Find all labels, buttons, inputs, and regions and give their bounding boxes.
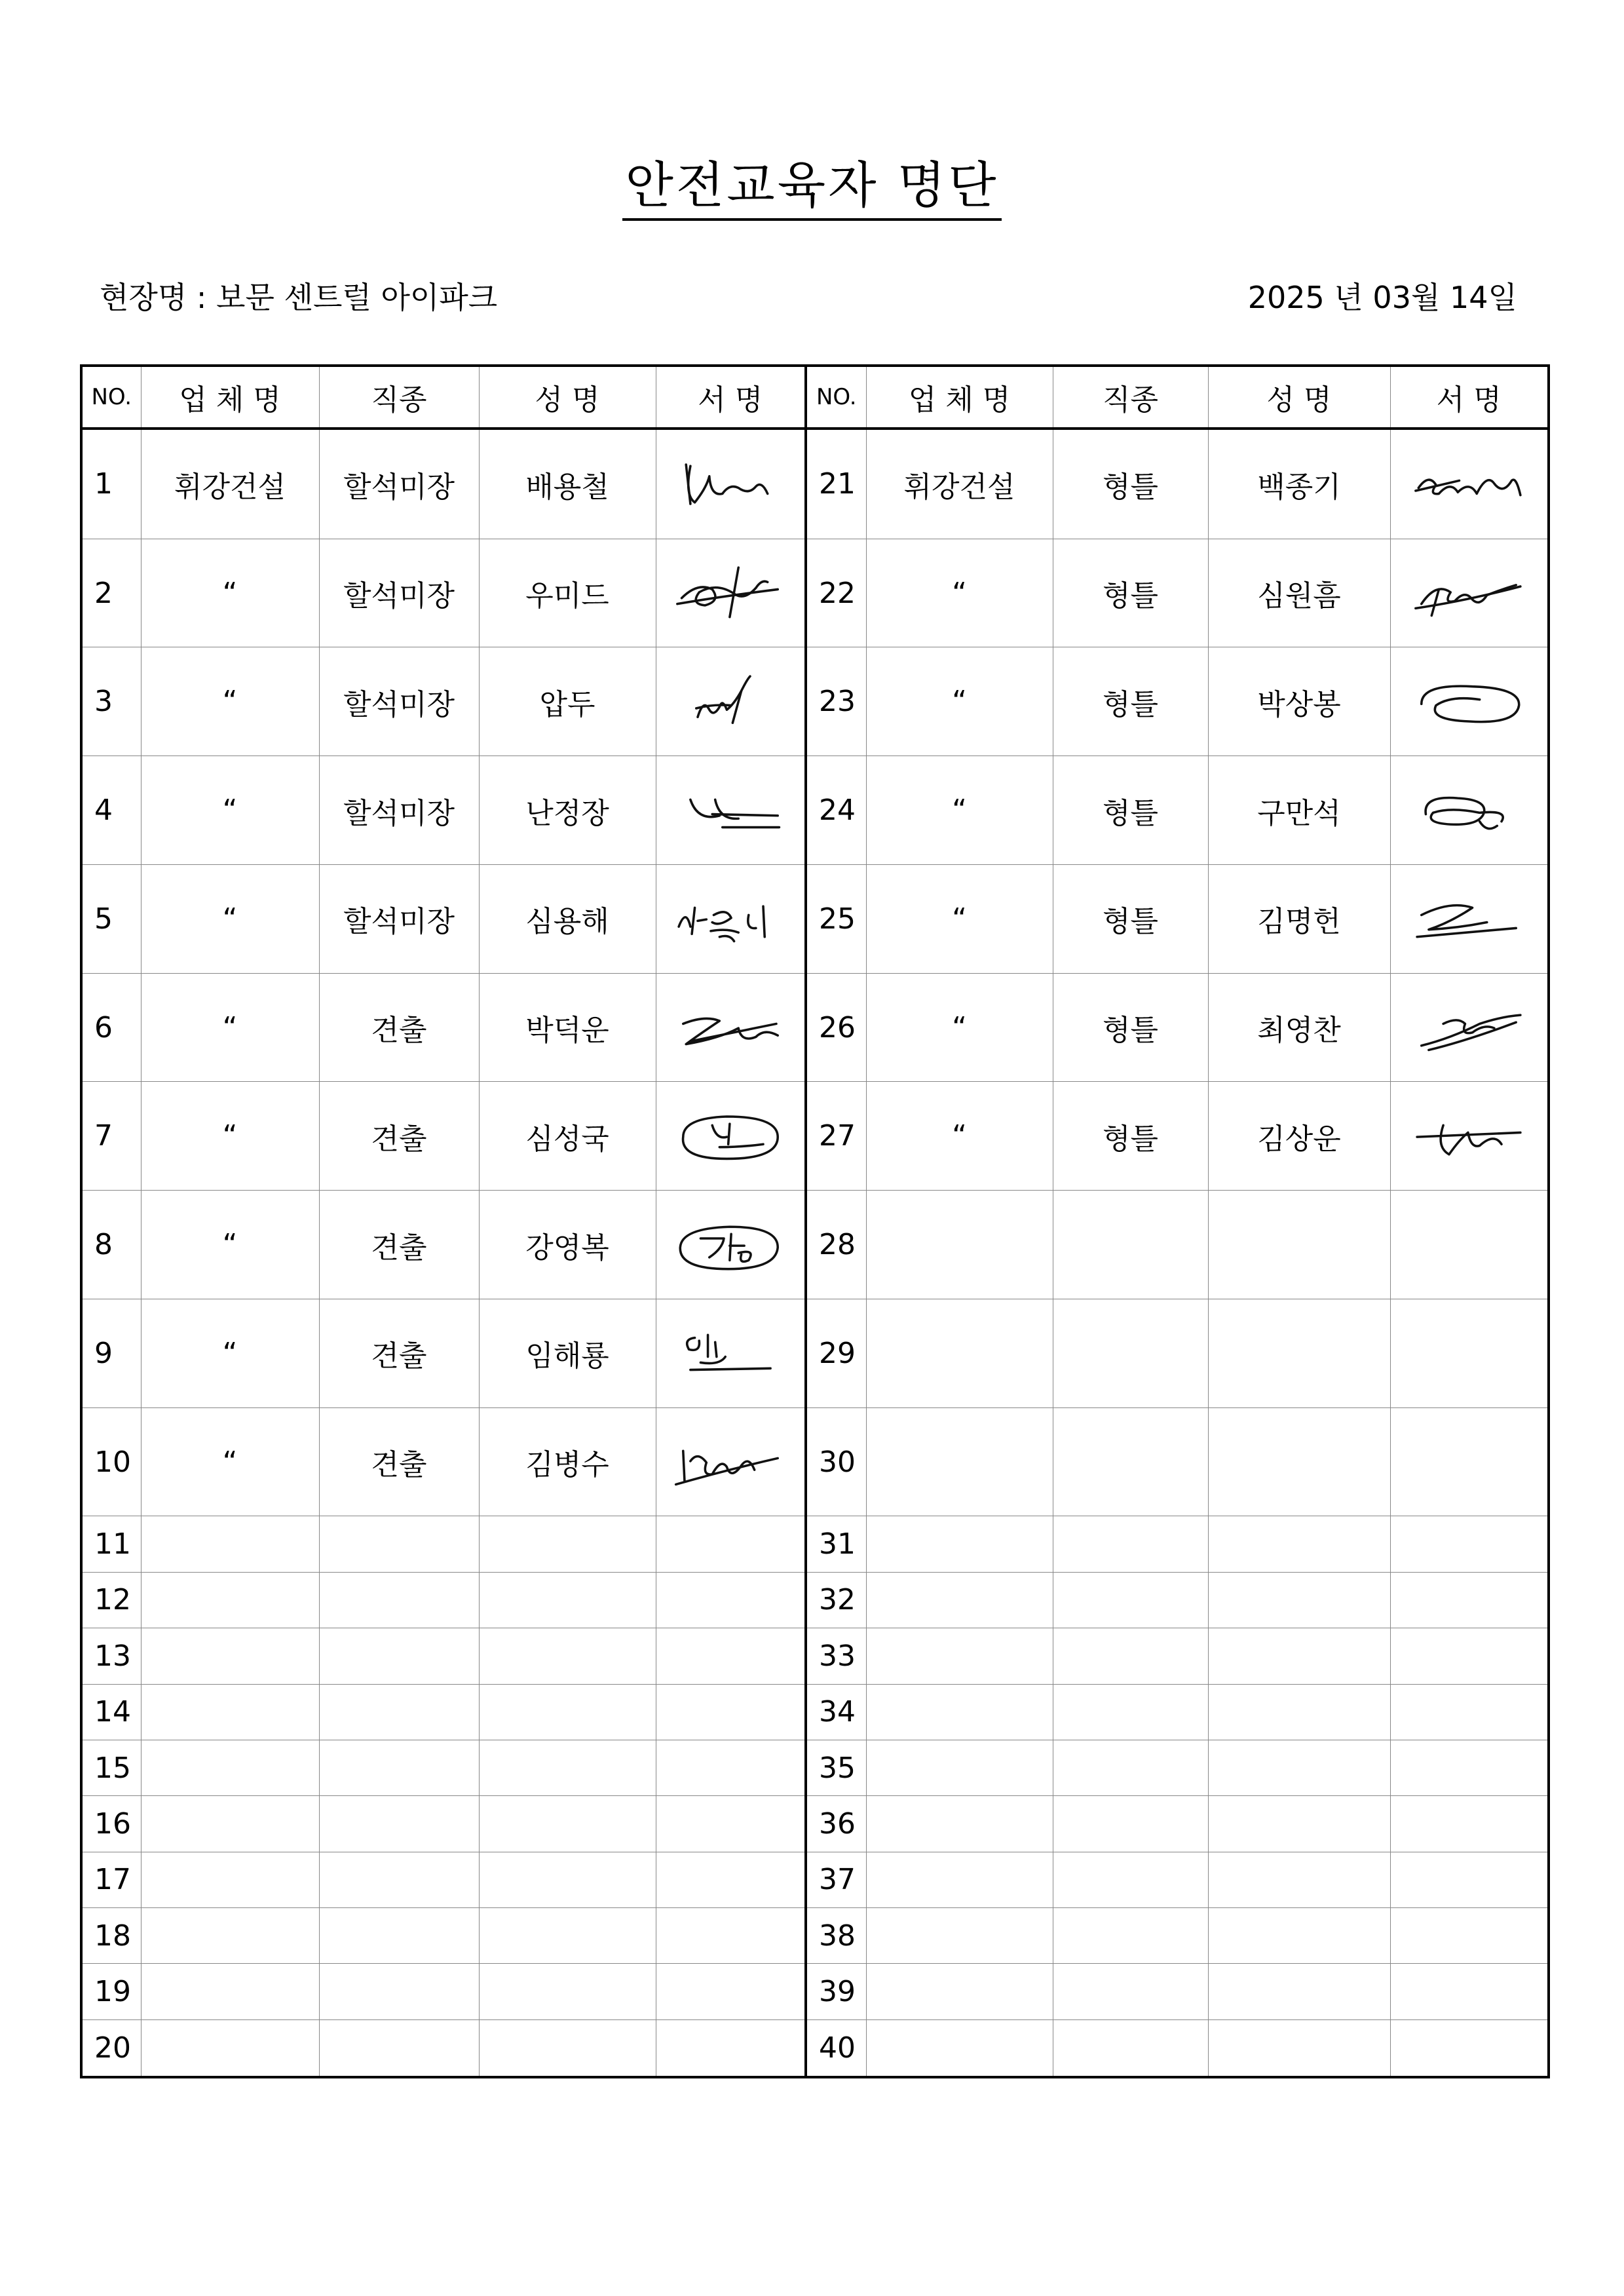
cell-company: “ (141, 1082, 319, 1191)
cell-sign (1390, 647, 1549, 756)
cell-no: 37 (806, 1852, 866, 1907)
cell-company (141, 1572, 319, 1628)
cell-no: 8 (81, 1191, 141, 1299)
cell-sign (1390, 864, 1549, 973)
cell-no: 19 (81, 1964, 141, 2019)
header-sign-right: 서 명 (1390, 366, 1549, 429)
cell-no: 7 (81, 1082, 141, 1191)
cell-name (1208, 1907, 1390, 1963)
cell-no: 5 (81, 864, 141, 973)
cell-company: “ (141, 756, 319, 865)
cell-name: 심용해 (479, 864, 656, 973)
cell-no: 10 (81, 1407, 141, 1516)
cell-trade (1053, 1964, 1208, 2019)
cell-company (866, 1740, 1053, 1795)
cell-sign (1390, 1684, 1549, 1740)
cell-company (141, 1740, 319, 1795)
cell-sign (1390, 539, 1549, 647)
cell-name: 임해룡 (479, 1299, 656, 1407)
cell-name (1208, 2019, 1390, 2077)
roster-table (80, 364, 1550, 2078)
cell-name (479, 1684, 656, 1740)
cell-sign (1390, 1572, 1549, 1628)
signature-27 (1403, 1103, 1534, 1169)
cell-trade (1053, 1299, 1208, 1407)
cell-company (141, 2019, 319, 2077)
signature-8 (665, 1212, 796, 1278)
cell-name (1208, 1740, 1390, 1795)
cell-trade (319, 1684, 479, 1740)
cell-no: 23 (806, 647, 866, 756)
cell-name (479, 1628, 656, 1684)
cell-company: “ (866, 647, 1053, 756)
cell-company (141, 1684, 319, 1740)
cell-company (866, 1516, 1053, 1572)
cell-company: “ (866, 1082, 1053, 1191)
table-row (81, 1796, 1549, 1852)
document-date: 2025 년 03월 14일 (1247, 280, 1517, 315)
cell-sign (656, 1082, 806, 1191)
site-name: 현장명 : 보문 센트럴 아이파크 (100, 280, 498, 315)
cell-name: 심성국 (479, 1082, 656, 1191)
cell-name: 난정장 (479, 756, 656, 865)
cell-sign (656, 756, 806, 865)
cell-trade: 할석미장 (319, 429, 479, 539)
cell-company (141, 1628, 319, 1684)
header-company-right: 업 체 명 (866, 366, 1053, 429)
cell-sign (1390, 1516, 1549, 1572)
cell-name: 우미드 (479, 539, 656, 647)
cell-name (1208, 1572, 1390, 1628)
cell-sign (656, 1516, 806, 1572)
cell-company: 휘강건설 (141, 429, 319, 539)
cell-trade (1053, 1740, 1208, 1795)
cell-trade: 견출 (319, 973, 479, 1082)
cell-name: 김상운 (1208, 1082, 1390, 1191)
cell-trade (319, 2019, 479, 2077)
header-company-left: 업 체 명 (141, 366, 319, 429)
cell-trade (1053, 1796, 1208, 1852)
cell-name: 박상봉 (1208, 647, 1390, 756)
cell-no: 15 (81, 1740, 141, 1795)
cell-name (1208, 1191, 1390, 1299)
cell-company (866, 1572, 1053, 1628)
cell-trade (319, 1516, 479, 1572)
cell-sign (1390, 1796, 1549, 1852)
cell-sign (1390, 1964, 1549, 2019)
cell-name (1208, 1796, 1390, 1852)
cell-company: 휘강건설 (866, 429, 1053, 539)
table-row (81, 1572, 1549, 1628)
header-sign-left: 서 명 (656, 366, 806, 429)
signature-23 (1403, 669, 1534, 735)
cell-sign (1390, 429, 1549, 539)
document-title-text: 안전교육자 명단 (622, 156, 1001, 221)
cell-trade (1053, 1516, 1208, 1572)
cell-name (479, 1852, 656, 1907)
table-row (81, 539, 1549, 647)
cell-no: 11 (81, 1516, 141, 1572)
cell-company (141, 1907, 319, 1963)
cell-trade (1053, 1907, 1208, 1963)
cell-trade (1053, 1684, 1208, 1740)
signature-1 (665, 451, 796, 517)
signature-21 (1403, 451, 1534, 517)
cell-trade (319, 1907, 479, 1963)
table-row (81, 1299, 1549, 1407)
cell-no: 39 (806, 1964, 866, 2019)
cell-company (866, 2019, 1053, 2077)
cell-no: 14 (81, 1684, 141, 1740)
cell-name: 구만석 (1208, 756, 1390, 865)
header-name-right: 성 명 (1208, 366, 1390, 429)
cell-no: 26 (806, 973, 866, 1082)
cell-name: 강영복 (479, 1191, 656, 1299)
cell-sign (656, 1852, 806, 1907)
cell-name (1208, 1684, 1390, 1740)
cell-name: 심원흠 (1208, 539, 1390, 647)
cell-name: 박덕운 (479, 973, 656, 1082)
cell-company (866, 1796, 1053, 1852)
cell-trade: 견출 (319, 1191, 479, 1299)
cell-trade (319, 1852, 479, 1907)
cell-trade: 견출 (319, 1299, 479, 1407)
roster-body (81, 429, 1549, 2077)
cell-no: 36 (806, 1796, 866, 1852)
signature-9 (665, 1320, 796, 1386)
cell-company: “ (866, 864, 1053, 973)
cell-sign (1390, 1299, 1549, 1407)
cell-name (1208, 1852, 1390, 1907)
signature-25 (1403, 886, 1534, 951)
cell-company: “ (141, 539, 319, 647)
table-row (81, 864, 1549, 973)
cell-name: 백종기 (1208, 429, 1390, 539)
cell-company: “ (141, 1407, 319, 1516)
cell-no: 27 (806, 1082, 866, 1191)
cell-sign (656, 1964, 806, 2019)
cell-no: 32 (806, 1572, 866, 1628)
cell-no: 18 (81, 1907, 141, 1963)
table-row (81, 973, 1549, 1082)
cell-name (479, 1740, 656, 1795)
cell-company: “ (866, 756, 1053, 865)
cell-sign (1390, 1082, 1549, 1191)
cell-sign (656, 864, 806, 973)
cell-sign (656, 1740, 806, 1795)
cell-company (866, 1628, 1053, 1684)
cell-trade (319, 1628, 479, 1684)
cell-no: 13 (81, 1628, 141, 1684)
signature-10 (665, 1429, 796, 1495)
cell-trade (319, 1964, 479, 2019)
cell-company (141, 1964, 319, 2019)
signature-7 (665, 1103, 796, 1169)
table-row (81, 1082, 1549, 1191)
cell-company (141, 1796, 319, 1852)
cell-no: 31 (806, 1516, 866, 1572)
cell-sign (1390, 1191, 1549, 1299)
cell-sign (656, 973, 806, 1082)
cell-company: “ (141, 864, 319, 973)
cell-trade: 견출 (319, 1407, 479, 1516)
cell-name (479, 2019, 656, 2077)
cell-sign (1390, 1740, 1549, 1795)
cell-trade: 형틀 (1053, 1082, 1208, 1191)
signature-26 (1403, 995, 1534, 1060)
cell-trade (1053, 1572, 1208, 1628)
signature-5 (665, 886, 796, 951)
cell-trade: 형틀 (1053, 429, 1208, 539)
document-title (0, 145, 1624, 217)
cell-sign (1390, 1628, 1549, 1684)
cell-sign (656, 1628, 806, 1684)
cell-trade: 할석미장 (319, 864, 479, 973)
cell-no: 40 (806, 2019, 866, 2077)
cell-name (1208, 1407, 1390, 1516)
cell-company: “ (866, 973, 1053, 1082)
cell-company (866, 1907, 1053, 1963)
cell-sign (656, 1407, 806, 1516)
cell-company (866, 1852, 1053, 1907)
cell-name: 최영찬 (1208, 973, 1390, 1082)
cell-company (866, 1407, 1053, 1516)
cell-name (1208, 1628, 1390, 1684)
cell-company (866, 1964, 1053, 2019)
cell-name (1208, 1299, 1390, 1407)
cell-company (866, 1299, 1053, 1407)
cell-sign (1390, 1407, 1549, 1516)
cell-sign (656, 647, 806, 756)
cell-no: 33 (806, 1628, 866, 1684)
cell-no: 17 (81, 1852, 141, 1907)
cell-trade: 형틀 (1053, 864, 1208, 973)
cell-name: 김명헌 (1208, 864, 1390, 973)
cell-trade: 할석미장 (319, 539, 479, 647)
cell-no: 25 (806, 864, 866, 973)
cell-no: 6 (81, 973, 141, 1082)
cell-trade: 할석미장 (319, 756, 479, 865)
cell-no: 3 (81, 647, 141, 756)
cell-sign (1390, 1852, 1549, 1907)
cell-company (141, 1516, 319, 1572)
cell-sign (1390, 1907, 1549, 1963)
header-row (81, 366, 1549, 429)
cell-trade: 형틀 (1053, 647, 1208, 756)
header-no-left: NO. (81, 366, 141, 429)
cell-sign (656, 1796, 806, 1852)
table-row (81, 1964, 1549, 2019)
cell-trade: 형틀 (1053, 973, 1208, 1082)
cell-no: 22 (806, 539, 866, 647)
cell-name (479, 1796, 656, 1852)
cell-name (479, 1516, 656, 1572)
header-trade-right: 직종 (1053, 366, 1208, 429)
table-row (81, 756, 1549, 865)
table-row (81, 1407, 1549, 1516)
cell-no: 21 (806, 429, 866, 539)
table-row (81, 1907, 1549, 1963)
cell-sign (1390, 756, 1549, 865)
signature-3 (665, 669, 796, 735)
signature-22 (1403, 560, 1534, 626)
table-row (81, 1740, 1549, 1795)
cell-no: 20 (81, 2019, 141, 2077)
cell-sign (1390, 2019, 1549, 2077)
cell-no: 2 (81, 539, 141, 647)
table-row (81, 647, 1549, 756)
cell-company (866, 1684, 1053, 1740)
cell-name: 압두 (479, 647, 656, 756)
cell-no: 9 (81, 1299, 141, 1407)
cell-name (479, 1964, 656, 2019)
cell-trade (1053, 1628, 1208, 1684)
cell-sign (1390, 973, 1549, 1082)
cell-company: “ (141, 973, 319, 1082)
cell-company (141, 1852, 319, 1907)
cell-no: 12 (81, 1572, 141, 1628)
table-row (81, 1191, 1549, 1299)
cell-sign (656, 539, 806, 647)
cell-name: 배용철 (479, 429, 656, 539)
cell-company: “ (141, 647, 319, 756)
header-name-left: 성 명 (479, 366, 656, 429)
cell-name (1208, 1516, 1390, 1572)
header-trade-left: 직종 (319, 366, 479, 429)
cell-sign (656, 1572, 806, 1628)
table-row (81, 2019, 1549, 2077)
cell-no: 1 (81, 429, 141, 539)
cell-no: 34 (806, 1684, 866, 1740)
cell-no: 30 (806, 1407, 866, 1516)
signature-6 (665, 995, 796, 1060)
cell-no: 35 (806, 1740, 866, 1795)
cell-name (479, 1907, 656, 1963)
cell-no: 38 (806, 1907, 866, 1963)
cell-no: 24 (806, 756, 866, 865)
cell-company: “ (866, 539, 1053, 647)
table-row (81, 1852, 1549, 1907)
table-row (81, 1684, 1549, 1740)
header-no-right: NO. (806, 366, 866, 429)
cell-sign (656, 2019, 806, 2077)
cell-name (1208, 1964, 1390, 2019)
cell-trade (1053, 1852, 1208, 1907)
cell-sign (656, 1191, 806, 1299)
cell-trade (319, 1740, 479, 1795)
cell-company: “ (141, 1299, 319, 1407)
cell-no: 28 (806, 1191, 866, 1299)
cell-trade (319, 1796, 479, 1852)
signature-2 (665, 560, 796, 626)
cell-trade (1053, 1191, 1208, 1299)
cell-trade (1053, 2019, 1208, 2077)
cell-name (479, 1572, 656, 1628)
cell-company (866, 1191, 1053, 1299)
cell-trade: 할석미장 (319, 647, 479, 756)
cell-no: 4 (81, 756, 141, 865)
cell-sign (656, 1907, 806, 1963)
cell-trade: 견출 (319, 1082, 479, 1191)
table-row (81, 1628, 1549, 1684)
cell-no: 16 (81, 1796, 141, 1852)
cell-trade: 형틀 (1053, 756, 1208, 865)
cell-trade: 형틀 (1053, 539, 1208, 647)
table-row (81, 1516, 1549, 1572)
cell-trade (319, 1572, 479, 1628)
signature-4 (665, 778, 796, 843)
table-row (81, 429, 1549, 539)
cell-name: 김병수 (479, 1407, 656, 1516)
cell-sign (656, 429, 806, 539)
cell-company: “ (141, 1191, 319, 1299)
cell-trade (1053, 1407, 1208, 1516)
cell-sign (656, 1684, 806, 1740)
cell-no: 29 (806, 1299, 866, 1407)
signature-24 (1403, 778, 1534, 843)
cell-sign (656, 1299, 806, 1407)
